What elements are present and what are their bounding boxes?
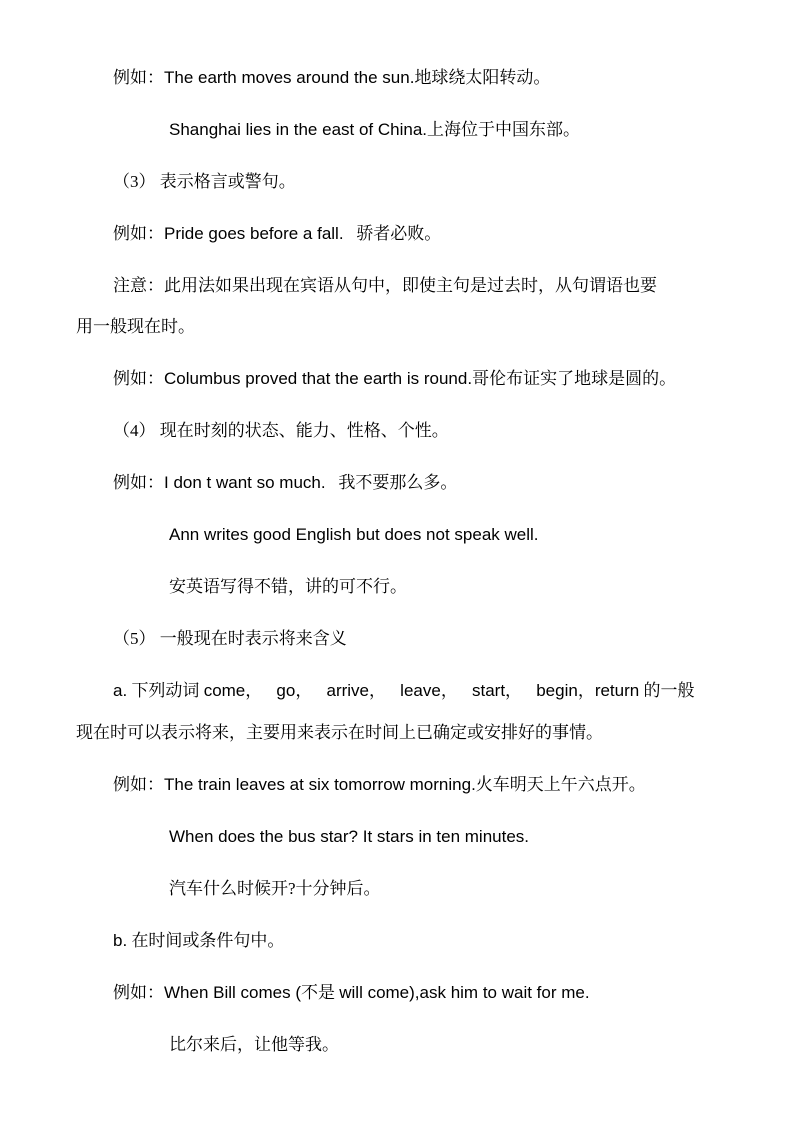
- text-line: [113, 224, 441, 244]
- english-sentence: The train leaves at six tomorrow morning.: [164, 775, 476, 794]
- english-sentence: I don t want so much.: [164, 473, 326, 492]
- chinese-text: 下列动词: [127, 681, 204, 700]
- label-prefix: 例如：: [113, 983, 164, 1002]
- english-sentence: Ann writes good English but does not speak well.: [169, 525, 539, 544]
- english-sentence: When Bill comes (: [164, 983, 301, 1002]
- label-prefix: 例如：: [113, 369, 164, 388]
- chinese-translation: 骄者必败。: [343, 224, 442, 243]
- text-line: [113, 681, 694, 701]
- text-line: [113, 983, 590, 1003]
- heading-text: （3） 表示格言或警句。: [113, 172, 296, 191]
- section-heading: [113, 421, 449, 441]
- item-marker: a.: [113, 681, 128, 700]
- text-line: [113, 68, 550, 88]
- english-sentence: Pride goes before a fall.: [164, 224, 344, 243]
- note-line: [113, 276, 657, 296]
- text-line: [113, 931, 284, 951]
- item-marker: b.: [113, 931, 128, 950]
- chinese-translation: 地球绕太阳转动。: [414, 68, 551, 87]
- label-prefix: 例如：: [113, 68, 164, 87]
- english-sentence: When does the bus star? It stars in ten minutes.: [169, 827, 530, 846]
- chinese-translation: 比尔来后，让他等我。: [169, 1035, 339, 1054]
- text-line-continued: [76, 723, 603, 743]
- heading-text: （4） 现在时刻的状态、能力、性格、个性。: [113, 421, 449, 440]
- text-line: [169, 577, 407, 597]
- text-line: [113, 369, 676, 389]
- chinese-translation: 安英语写得不错，讲的可不行。: [169, 577, 407, 596]
- chinese-text: 的一般: [639, 681, 695, 700]
- chinese-text: 现在时可以表示将来，主要用来表示在时间上已确定或安排好的事情。: [76, 723, 603, 742]
- verb-list: come， go， arrive， leave， start， begin，return: [203, 681, 640, 700]
- note-line-continued: [76, 317, 195, 337]
- label-prefix: 例如：: [113, 473, 164, 492]
- chinese-text: 在时间或条件句中。: [127, 931, 285, 950]
- label-prefix: 例如：: [113, 224, 164, 243]
- section-heading: [113, 172, 296, 192]
- chinese-translation: 我不要那么多。: [325, 473, 458, 492]
- chinese-translation: 哥伦布证实了地球是圆的。: [472, 369, 677, 388]
- chinese-aside: 不是: [300, 983, 340, 1002]
- english-sentence: The earth moves around the sun.: [164, 68, 415, 87]
- text-line: [169, 525, 539, 545]
- text-line: [113, 775, 646, 795]
- text-line: [169, 827, 529, 847]
- heading-text: （5） 一般现在时表示将来含义: [113, 629, 347, 648]
- chinese-translation: 火车明天上午六点开。: [475, 775, 646, 794]
- english-sentence: Columbus proved that the earth is round.: [164, 369, 473, 388]
- chinese-translation: 汽车什么时候开?十分钟后。: [169, 879, 381, 898]
- note-text: 用一般现在时。: [76, 317, 195, 336]
- english-sentence: Shanghai lies in the east of China.: [169, 120, 428, 139]
- chinese-translation: 上海位于中国东部。: [427, 120, 581, 139]
- text-line: [169, 1035, 339, 1055]
- note-text: 注意：此用法如果出现在宾语从句中，即使主句是过去时，从句谓语也要: [113, 276, 657, 295]
- english-sentence: will come),ask him to wait for me.: [339, 983, 590, 1002]
- section-heading: [113, 629, 347, 649]
- text-line: [113, 473, 457, 493]
- text-line: [169, 879, 381, 899]
- label-prefix: 例如：: [113, 775, 164, 794]
- text-line: [169, 120, 580, 140]
